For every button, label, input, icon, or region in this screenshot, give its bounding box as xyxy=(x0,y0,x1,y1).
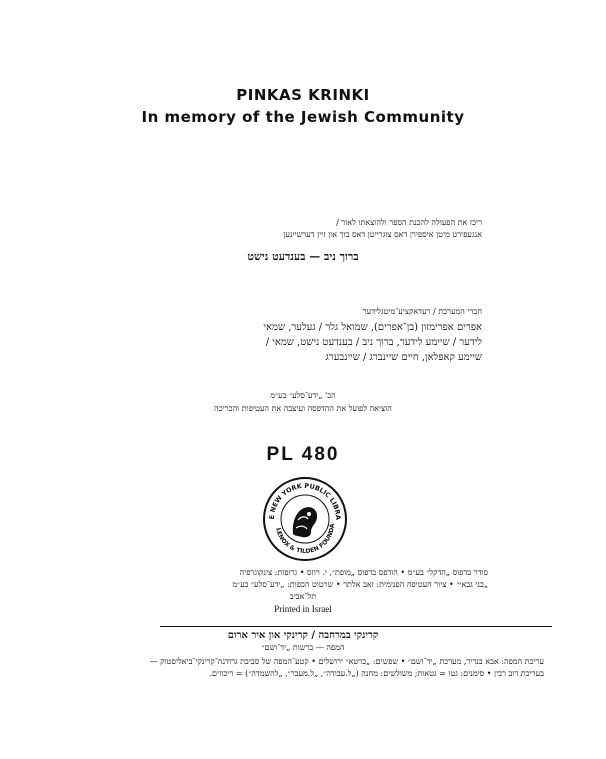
map-title: קרינקי במרחבה / קרינקי און איר ארום xyxy=(227,630,379,641)
book-subtitle: In memory of the Jewish Community xyxy=(141,108,465,126)
colophon-line: „בני גבאי״ • ציור העטיפה הפנימית: זאב אלתר • שרטוט הכפות: „ידע־סלע״ בע״מ xyxy=(232,580,488,589)
map-credit: המפה — ברשות „יד־ושם״ xyxy=(261,643,345,652)
colophon-city: תל־אביב xyxy=(289,592,317,601)
credits-line: ריכז את הפעולה להכנת הספר ולהוצאתו לאור / xyxy=(336,218,482,227)
library-stamp-icon xyxy=(262,476,348,562)
colophon-line: סודר בדפוס „הדקל״ בע״מ • הודפס בדפוס „מופת״, י. רוזס • גרופות: צינקוגרפיה xyxy=(239,568,488,577)
map-legend-line: בעריכת דוב רבין • סימנים: גטו = גטאות; משולשים: מחנה („ל.עבודה״, „ל.מעבר״, „להשמדה״) = ריכוזים. xyxy=(209,669,544,678)
svg-text:THE NEW YORK PUBLIC LIBRARY: E NEW YORK PUBLIC LIBRA xyxy=(267,481,343,521)
board-members-line: לידער / שיימע לידער, ברוך ניב / בענדעט נישט, שמאי / xyxy=(265,337,482,348)
map-legend-line: עריכת המפה: אבא בנדיר, מערכת „יד־ושם״ • שפשים: „כרטא״ ירושלים • קטע־המפה של סביבת גרודנה־קרינקי־ביאליסטוק — xyxy=(149,657,544,666)
printed-in-israel: Printed in Israel xyxy=(274,604,332,614)
publisher-name: הב' „ידע־סלע״ בע״מ xyxy=(270,391,336,400)
svg-text:ASTOR LENOX & TILDEN FOUNDATIO: LENOX & TILDEN FOUNDA xyxy=(274,523,337,556)
credits-line: אנגעפירט מיטן איספירן דאס צוגרייטן דאס בוך און זיין דערשיינען xyxy=(283,230,482,239)
library-stamp xyxy=(262,476,348,562)
book-title: PINKAS KRINKI xyxy=(236,86,370,104)
editors-names: ברוך ניב — בענדעט נישט xyxy=(247,250,359,263)
board-heading: חברי המערכת / רעדאקציע־מיטגלידער xyxy=(362,307,482,316)
board-members-line: שיימע קאפלאן, חיים שיינברג / שיינבערג xyxy=(325,352,482,363)
library-call-number: PL 480 xyxy=(266,444,340,465)
publisher-credit: הוציאה לפועל את ההדפסה ועיצבה את העטיפות והכריכה xyxy=(214,404,392,413)
divider-line xyxy=(160,626,552,627)
board-members-line: אפרים אפרימזון (בן־אפרים), שמואל גלר / געלער, שמאי xyxy=(263,322,482,333)
